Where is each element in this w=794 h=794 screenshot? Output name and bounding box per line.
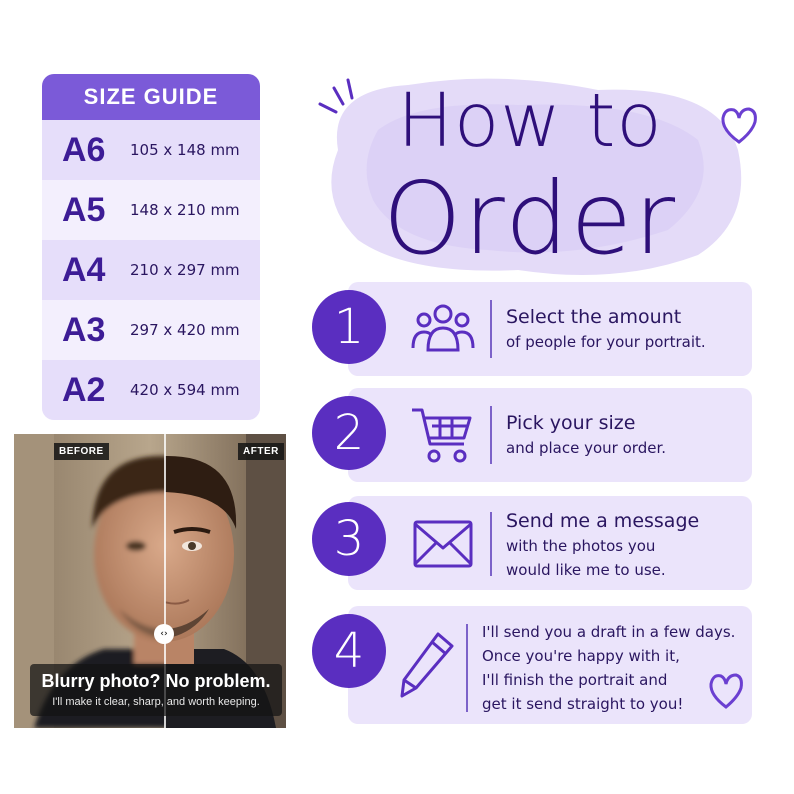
after-label: AFTER [238, 443, 284, 460]
size-guide-table [42, 74, 260, 420]
step-4-line-3: I'll finish the portrait and [482, 671, 668, 689]
step-number-3: 3 [312, 502, 386, 576]
size-dimensions: 148 x 210 mm [130, 201, 240, 219]
size-code: A4 [62, 250, 106, 289]
step-divider [490, 512, 492, 576]
size-code: A3 [62, 310, 106, 349]
size-code: A6 [62, 130, 106, 169]
size-guide-title: SIZE GUIDE [42, 74, 260, 120]
comparison-slider-handle[interactable]: ‹› [154, 624, 174, 644]
size-row [42, 360, 260, 420]
caption-subtitle: I'll make it clear, sharp, and worth keeping. [52, 696, 260, 708]
step-number-4: 4 [312, 614, 386, 688]
heading-line-2: Order [382, 160, 678, 277]
before-label: BEFORE [54, 443, 109, 460]
step-text-3 [506, 508, 699, 582]
step-number-1: 1 [312, 290, 386, 364]
size-row [42, 120, 260, 180]
step-divider [490, 406, 492, 464]
heading-line-1: How to [397, 78, 663, 164]
size-row [42, 240, 260, 300]
step-1-line-2: of people for your portrait. [506, 333, 706, 351]
size-row [42, 180, 260, 240]
envelope-icon [412, 518, 474, 572]
step-2-line-2: and place your order. [506, 439, 666, 457]
size-code: A5 [62, 190, 106, 229]
size-code: A2 [62, 370, 106, 409]
step-divider [490, 300, 492, 358]
step-4-line-1: I'll send you a draft in a few days. [482, 623, 736, 641]
caption-title: Blurry photo? No problem. [41, 671, 271, 691]
size-dimensions: 420 x 594 mm [130, 381, 240, 399]
step-2-line-1: Pick your size [506, 412, 636, 434]
size-row [42, 300, 260, 360]
step-3-line-1: Send me a message [506, 510, 700, 532]
step-4-line-2: Once you're happy with it, [482, 647, 680, 665]
before-after-photo [14, 434, 286, 728]
step-3-line-2: with the photos you [506, 537, 656, 555]
step-4-line-4: get it send straight to you! [482, 695, 684, 713]
heart-icon [706, 670, 746, 712]
size-dimensions: 210 x 297 mm [130, 261, 240, 279]
step-1-line-1: Select the amount [506, 306, 682, 328]
size-dimensions: 297 x 420 mm [130, 321, 240, 339]
step-text-4 [482, 620, 735, 716]
step-number-2: 2 [312, 396, 386, 470]
step-text-2 [506, 410, 666, 460]
size-dimensions: 105 x 148 mm [130, 141, 240, 159]
step-3-line-3: would like me to use. [506, 561, 666, 579]
pencil-icon [398, 630, 456, 700]
cart-icon [410, 404, 474, 466]
people-icon [410, 300, 476, 358]
step-divider [466, 624, 468, 712]
step-text-1 [506, 304, 706, 354]
photo-caption [30, 664, 282, 716]
